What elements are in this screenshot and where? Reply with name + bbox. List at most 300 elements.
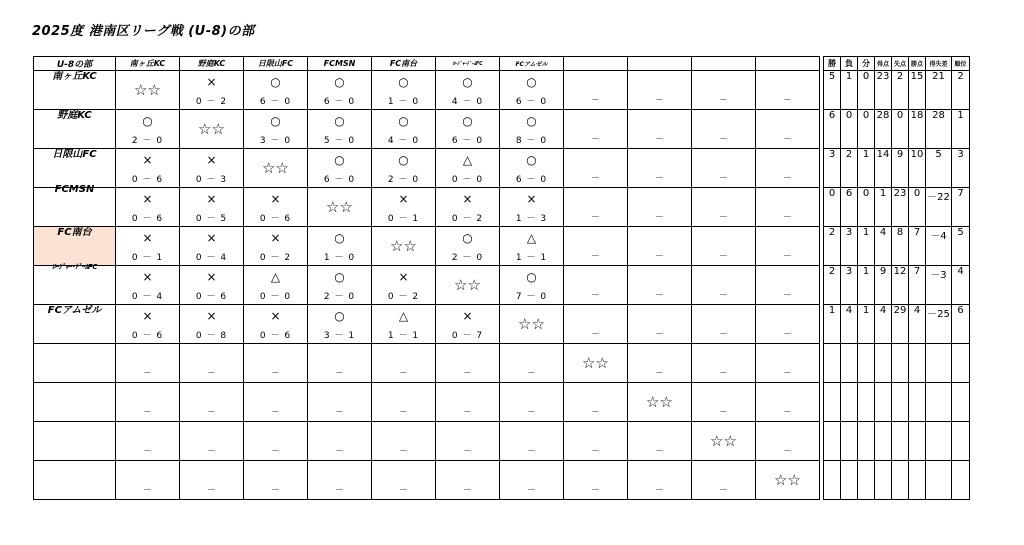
match-cell — [436, 422, 500, 461]
stat-header: 分 — [858, 57, 875, 71]
match-score: 1 － 1 — [515, 253, 548, 263]
match-cell — [692, 305, 756, 344]
stat-cell — [926, 383, 952, 422]
team-name-cell — [34, 305, 116, 344]
match-score: 6 － 0 — [451, 136, 484, 146]
stat-cell — [952, 422, 970, 461]
result-symbol: × — [526, 192, 537, 206]
stat-cell — [952, 383, 970, 422]
stat-cell — [909, 344, 926, 383]
no-match-dash: － — [590, 486, 600, 496]
match-score: 2 － 0 — [451, 253, 484, 263]
result-symbol: ○ — [334, 270, 345, 284]
stat-cell: 0 — [858, 188, 875, 227]
stat-cell: 3 — [841, 227, 858, 266]
stat-cell: 23 — [875, 71, 892, 110]
self-match-star-icon: ☆☆ — [326, 198, 353, 216]
no-match-dash: － — [718, 408, 728, 418]
no-match-dash: － — [718, 369, 728, 379]
match-cell — [500, 461, 564, 500]
self-match-star-icon: ☆☆ — [454, 276, 481, 294]
team-name: ﾛｰｼﾞｬｰ･ﾄﾞｰﾑFC — [51, 263, 98, 271]
table-corner-label: U-8の部 — [34, 57, 116, 71]
match-cell — [180, 110, 244, 149]
table-row — [34, 383, 970, 422]
table-row — [34, 422, 970, 461]
no-match-dash: － — [270, 369, 280, 379]
match-cell — [372, 149, 436, 188]
result-symbol: × — [462, 192, 473, 206]
match-cell — [628, 110, 692, 149]
match-score: 0 － 0 — [259, 292, 292, 302]
team-name: 南ヶ丘KC — [52, 71, 97, 82]
no-match-dash: － — [206, 486, 216, 496]
match-cell — [564, 149, 628, 188]
no-match-dash: － — [206, 408, 216, 418]
match-cell — [244, 422, 308, 461]
match-cell — [180, 149, 244, 188]
no-match-dash: － — [782, 408, 792, 418]
stat-cell: 0 — [858, 110, 875, 149]
column-header — [756, 57, 820, 71]
stat-header: 順位 — [952, 57, 970, 71]
match-cell — [692, 344, 756, 383]
no-match-dash: － — [654, 369, 664, 379]
result-symbol: ○ — [462, 75, 473, 89]
match-cell — [500, 422, 564, 461]
no-match-dash: － — [206, 369, 216, 379]
no-match-dash: － — [654, 213, 664, 223]
match-cell — [308, 188, 372, 227]
stat-cell: 6 — [824, 110, 841, 149]
match-cell — [116, 344, 180, 383]
match-cell — [372, 461, 436, 500]
match-cell — [244, 305, 308, 344]
stat-cell — [841, 383, 858, 422]
match-cell — [436, 227, 500, 266]
no-match-dash: － — [462, 447, 472, 457]
match-cell — [116, 71, 180, 110]
result-symbol: × — [398, 192, 409, 206]
stat-cell — [909, 422, 926, 461]
result-symbol: ○ — [334, 114, 345, 128]
match-cell — [244, 227, 308, 266]
match-cell — [308, 344, 372, 383]
stat-cell — [875, 422, 892, 461]
team-name-cell — [34, 110, 116, 149]
stat-cell — [892, 461, 909, 500]
stat-cell — [892, 383, 909, 422]
stat-cell — [926, 344, 952, 383]
match-cell — [244, 71, 308, 110]
stat-cell: 10 — [909, 149, 926, 188]
stat-header: 得点 — [875, 57, 892, 71]
match-cell — [692, 227, 756, 266]
stat-cell — [841, 344, 858, 383]
match-cell — [180, 227, 244, 266]
stat-cell: －22 — [926, 188, 952, 227]
table-row — [34, 227, 970, 266]
match-cell — [692, 383, 756, 422]
match-cell — [628, 266, 692, 305]
match-cell — [372, 383, 436, 422]
match-score: 4 － 0 — [387, 136, 420, 146]
stat-cell: 3 — [952, 149, 970, 188]
column-header — [692, 57, 756, 71]
match-cell — [628, 461, 692, 500]
match-cell — [436, 305, 500, 344]
result-symbol: ○ — [334, 153, 345, 167]
stat-cell: 5 — [952, 227, 970, 266]
no-match-dash: － — [782, 96, 792, 106]
team-name-cell — [34, 184, 116, 227]
no-match-dash: － — [718, 330, 728, 340]
column-header: FCMSN — [308, 57, 372, 71]
stat-cell: 2 — [892, 71, 909, 110]
result-symbol: ○ — [270, 114, 281, 128]
match-cell — [436, 149, 500, 188]
match-score: 0 － 1 — [387, 214, 420, 224]
match-cell — [500, 188, 564, 227]
match-cell — [308, 305, 372, 344]
no-match-dash: － — [142, 447, 152, 457]
result-symbol: × — [398, 270, 409, 284]
table-row — [34, 305, 970, 344]
stat-cell: 1 — [841, 71, 858, 110]
no-match-dash: － — [590, 213, 600, 223]
match-score: 4 － 0 — [451, 97, 484, 107]
result-symbol: ○ — [398, 153, 409, 167]
result-symbol: ○ — [270, 75, 281, 89]
stat-cell — [909, 383, 926, 422]
self-match-star-icon: ☆☆ — [198, 120, 225, 138]
column-header — [628, 57, 692, 71]
stat-cell: 0 — [892, 110, 909, 149]
match-cell — [500, 305, 564, 344]
stat-cell: 4 — [875, 227, 892, 266]
stat-cell — [841, 422, 858, 461]
no-match-dash: － — [654, 252, 664, 262]
match-cell — [692, 149, 756, 188]
match-score: 1 － 3 — [515, 214, 548, 224]
stat-cell: 23 — [892, 188, 909, 227]
match-score: 8 － 0 — [515, 136, 548, 146]
match-cell — [628, 188, 692, 227]
match-cell — [372, 344, 436, 383]
match-cell — [564, 188, 628, 227]
no-match-dash: － — [590, 135, 600, 145]
match-cell — [372, 422, 436, 461]
no-match-dash: － — [462, 369, 472, 379]
stat-cell: 18 — [909, 110, 926, 149]
match-cell — [180, 266, 244, 305]
match-cell — [372, 266, 436, 305]
match-score: 0 － 2 — [387, 292, 420, 302]
match-cell — [244, 383, 308, 422]
match-cell — [692, 110, 756, 149]
match-score: 6 － 0 — [259, 97, 292, 107]
no-match-dash: － — [590, 96, 600, 106]
match-score: 0 － 6 — [131, 175, 164, 185]
no-match-dash: － — [590, 330, 600, 340]
match-score: 0 － 5 — [195, 214, 228, 224]
match-score: 0 － 2 — [451, 214, 484, 224]
match-score: 0 － 2 — [259, 253, 292, 263]
column-header: 野庭KC — [180, 57, 244, 71]
match-score: 0 － 6 — [259, 331, 292, 341]
no-match-dash: － — [782, 213, 792, 223]
match-cell — [116, 227, 180, 266]
match-score: 0 － 8 — [195, 331, 228, 341]
result-symbol: △ — [398, 309, 409, 323]
result-symbol: × — [142, 270, 153, 284]
stat-cell — [858, 422, 875, 461]
team-name: FCMSN — [54, 184, 95, 195]
stat-cell: 6 — [841, 188, 858, 227]
match-cell — [756, 461, 820, 500]
result-symbol: △ — [462, 153, 473, 167]
stat-header: 勝 — [824, 57, 841, 71]
table-row — [34, 266, 970, 305]
stat-cell: 2 — [824, 227, 841, 266]
stat-cell — [824, 383, 841, 422]
stat-cell: 4 — [909, 305, 926, 344]
no-match-dash: － — [526, 408, 536, 418]
stat-cell: 1 — [952, 110, 970, 149]
no-match-dash: － — [398, 486, 408, 496]
stat-cell: 2 — [841, 149, 858, 188]
match-cell — [308, 422, 372, 461]
table-row — [34, 149, 970, 188]
stat-cell: 1 — [858, 227, 875, 266]
match-score: 6 － 0 — [323, 97, 356, 107]
stat-cell: 7 — [952, 188, 970, 227]
match-score: 1 － 1 — [387, 331, 420, 341]
stat-header: 失点 — [892, 57, 909, 71]
stat-cell: 28 — [926, 110, 952, 149]
stat-cell: 0 — [824, 188, 841, 227]
no-match-dash: － — [718, 135, 728, 145]
no-match-dash: － — [654, 174, 664, 184]
no-match-dash: － — [718, 486, 728, 496]
match-score: 6 － 0 — [515, 175, 548, 185]
result-symbol: × — [270, 231, 281, 245]
stat-cell — [841, 461, 858, 500]
match-cell — [436, 344, 500, 383]
no-match-dash: － — [398, 369, 408, 379]
match-cell — [244, 266, 308, 305]
match-score: 0 － 6 — [259, 214, 292, 224]
no-match-dash: － — [782, 135, 792, 145]
match-cell — [244, 344, 308, 383]
stat-cell: 9 — [875, 266, 892, 305]
column-header: FCアムゼル — [500, 57, 564, 71]
match-cell — [628, 227, 692, 266]
column-header: 日限山FC — [244, 57, 308, 71]
table-row — [34, 71, 970, 110]
match-cell — [372, 71, 436, 110]
match-cell — [436, 383, 500, 422]
match-score: 2 － 0 — [387, 175, 420, 185]
result-symbol: ○ — [334, 309, 345, 323]
match-score: 6 － 0 — [515, 97, 548, 107]
result-symbol: ○ — [526, 75, 537, 89]
stat-cell — [952, 344, 970, 383]
result-symbol: ○ — [462, 114, 473, 128]
match-cell — [180, 188, 244, 227]
no-match-dash: － — [654, 486, 664, 496]
no-match-dash: － — [142, 369, 152, 379]
match-cell — [692, 71, 756, 110]
match-cell — [244, 110, 308, 149]
match-cell — [308, 149, 372, 188]
table-row — [34, 344, 970, 383]
stat-cell: 2 — [824, 266, 841, 305]
stat-cell: 4 — [841, 305, 858, 344]
result-symbol: ○ — [142, 114, 153, 128]
no-match-dash: － — [398, 408, 408, 418]
match-cell — [116, 149, 180, 188]
no-match-dash: － — [718, 213, 728, 223]
match-cell — [436, 71, 500, 110]
match-cell — [500, 383, 564, 422]
match-cell — [308, 227, 372, 266]
stat-cell — [875, 383, 892, 422]
no-match-dash: － — [654, 447, 664, 457]
table-row — [34, 461, 970, 500]
no-match-dash: － — [718, 252, 728, 262]
match-cell — [756, 383, 820, 422]
stat-cell — [858, 461, 875, 500]
stat-cell — [952, 461, 970, 500]
stat-cell — [824, 461, 841, 500]
team-name-cell — [34, 422, 116, 461]
stat-cell: 1 — [858, 305, 875, 344]
no-match-dash: － — [654, 330, 664, 340]
match-score: 0 － 6 — [131, 331, 164, 341]
match-score: 0 － 4 — [195, 253, 228, 263]
match-cell — [500, 71, 564, 110]
team-name: 野庭KC — [57, 110, 92, 121]
self-match-star-icon: ☆☆ — [646, 393, 673, 411]
result-symbol: ○ — [334, 75, 345, 89]
match-cell — [756, 305, 820, 344]
column-header — [564, 57, 628, 71]
match-cell — [756, 344, 820, 383]
match-score: 0 － 4 — [131, 292, 164, 302]
match-cell — [628, 305, 692, 344]
match-score: 1 － 0 — [387, 97, 420, 107]
page-title: 2025度 港南区リーグ戦 (U-8)の部 — [32, 24, 255, 39]
stat-cell: 0 — [909, 188, 926, 227]
no-match-dash: － — [334, 486, 344, 496]
match-cell — [244, 149, 308, 188]
no-match-dash: － — [590, 447, 600, 457]
stat-cell: 4 — [952, 266, 970, 305]
match-score: 2 － 0 — [131, 136, 164, 146]
no-match-dash: － — [526, 369, 536, 379]
match-cell — [692, 422, 756, 461]
match-cell — [436, 461, 500, 500]
match-cell — [564, 305, 628, 344]
match-cell — [564, 461, 628, 500]
match-cell — [628, 71, 692, 110]
match-cell — [692, 266, 756, 305]
match-score: 3 － 1 — [323, 331, 356, 341]
no-match-dash: － — [334, 408, 344, 418]
no-match-dash: － — [270, 486, 280, 496]
self-match-star-icon: ☆☆ — [134, 81, 161, 99]
result-symbol: ○ — [526, 114, 537, 128]
stat-cell — [824, 422, 841, 461]
match-cell — [628, 149, 692, 188]
match-cell — [308, 71, 372, 110]
team-name-cell — [34, 263, 116, 305]
no-match-dash: － — [590, 252, 600, 262]
self-match-star-icon: ☆☆ — [518, 315, 545, 333]
team-name-cell — [34, 149, 116, 188]
match-cell — [500, 227, 564, 266]
stat-cell: 0 — [841, 110, 858, 149]
stat-cell: 28 — [875, 110, 892, 149]
team-name: FCアムゼル — [47, 305, 102, 316]
self-match-star-icon: ☆☆ — [582, 354, 609, 372]
stat-cell: 2 — [952, 71, 970, 110]
no-match-dash: － — [206, 447, 216, 457]
match-cell — [500, 110, 564, 149]
match-cell — [180, 422, 244, 461]
no-match-dash: － — [142, 486, 152, 496]
match-score: 5 － 0 — [323, 136, 356, 146]
no-match-dash: － — [590, 174, 600, 184]
no-match-dash: － — [142, 408, 152, 418]
self-match-star-icon: ☆☆ — [390, 237, 417, 255]
table-row — [34, 110, 970, 149]
result-symbol: × — [142, 153, 153, 167]
match-cell — [436, 110, 500, 149]
stat-cell — [892, 422, 909, 461]
match-cell — [180, 71, 244, 110]
no-match-dash: － — [654, 135, 664, 145]
match-cell — [372, 188, 436, 227]
match-cell — [372, 227, 436, 266]
no-match-dash: － — [782, 252, 792, 262]
stat-cell: 1 — [858, 149, 875, 188]
stat-cell: 1 — [824, 305, 841, 344]
stat-header: 負 — [841, 57, 858, 71]
match-cell — [116, 305, 180, 344]
match-cell — [756, 422, 820, 461]
no-match-dash: － — [334, 369, 344, 379]
self-match-star-icon: ☆☆ — [774, 471, 801, 489]
no-match-dash: － — [270, 447, 280, 457]
column-header: ﾛｰｼﾞｬｰﾄﾞｰﾑFC — [436, 57, 500, 71]
self-match-star-icon: ☆☆ — [710, 432, 737, 450]
result-symbol: × — [142, 231, 153, 245]
match-cell — [244, 188, 308, 227]
match-score: 3 － 0 — [259, 136, 292, 146]
team-name-cell — [34, 71, 116, 110]
no-match-dash: － — [718, 174, 728, 184]
stat-cell: 9 — [892, 149, 909, 188]
stat-cell: 5 — [824, 71, 841, 110]
match-cell — [628, 344, 692, 383]
no-match-dash: － — [718, 96, 728, 106]
stat-cell: 7 — [909, 266, 926, 305]
match-cell — [692, 461, 756, 500]
result-symbol: △ — [270, 270, 281, 284]
match-cell — [116, 422, 180, 461]
